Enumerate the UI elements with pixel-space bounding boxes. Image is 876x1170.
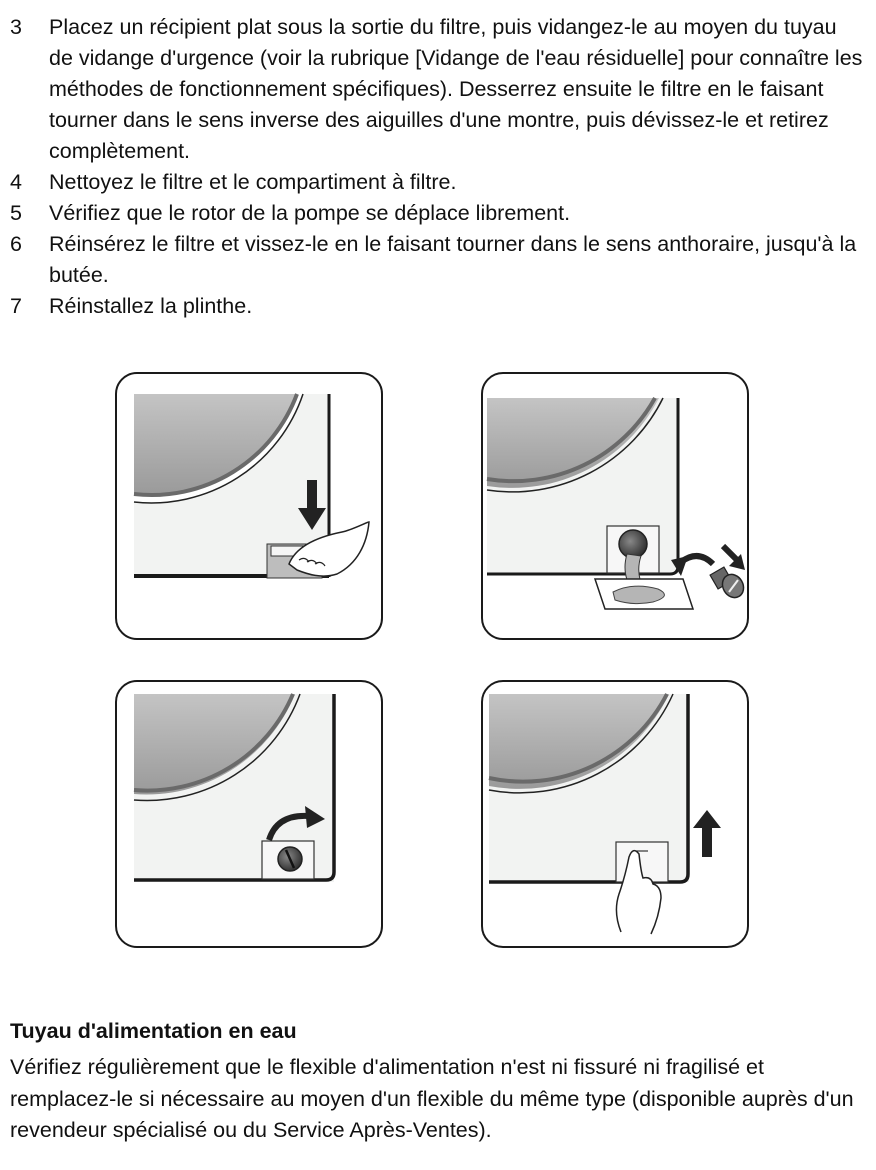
arrow-up-icon [693,810,721,857]
step-4 [0,167,876,198]
section-body: Vérifiez régulièrement que le flexible d'alimentation n'est ni fissuré ni fragilisé et remplacez-le si nécessaire au moyen d'un flexible du même type (disponible auprès d'un revendeur spécialisé ou du Service Après-Ventes). [10,1055,854,1142]
step-number: 3 [10,15,22,39]
step-text: Réinstallez la plinthe. [49,294,253,318]
arrow-diagonal-icon [723,546,745,570]
step-7 [0,291,876,322]
step-6 [0,229,876,291]
step-text: Vérifiez que le rotor de la pompe se déplace librement. [49,201,571,225]
step-3 [0,12,876,167]
step-number: 7 [10,294,22,318]
illustration-reinstall-plinth [481,680,749,948]
illustration-screw-filter [115,680,383,948]
illustration-drain-filter [481,372,749,640]
step-text: Placez un récipient plat sous la sortie du filtre, puis vidangez-le au moyen du tuyau de vidange d'urgence (voir la rubrique [Vidange de l'eau résiduelle] pour connaître les méthodes de fonctionnement spécifiques). Desserrez ensuite le filtre en le faisant tourner dans le sens inverse des aiguilles d'une montre, puis dévissez-le et retirez complètement. [49,15,863,163]
step-text: Nettoyez le filtre et le compartiment à filtre. [49,170,457,194]
step-number: 4 [10,170,22,194]
section-title: Tuyau d'alimentation en eau [10,1019,297,1043]
step-number: 6 [10,232,22,256]
step-text: Réinsérez le filtre et vissez-le en le faisant tourner dans le sens anthoraire, jusqu'à la butée. [49,232,857,287]
steps-list [0,12,876,322]
step-5 [0,198,876,229]
step-number: 5 [10,201,22,225]
illustration-remove-plinth [115,372,383,640]
